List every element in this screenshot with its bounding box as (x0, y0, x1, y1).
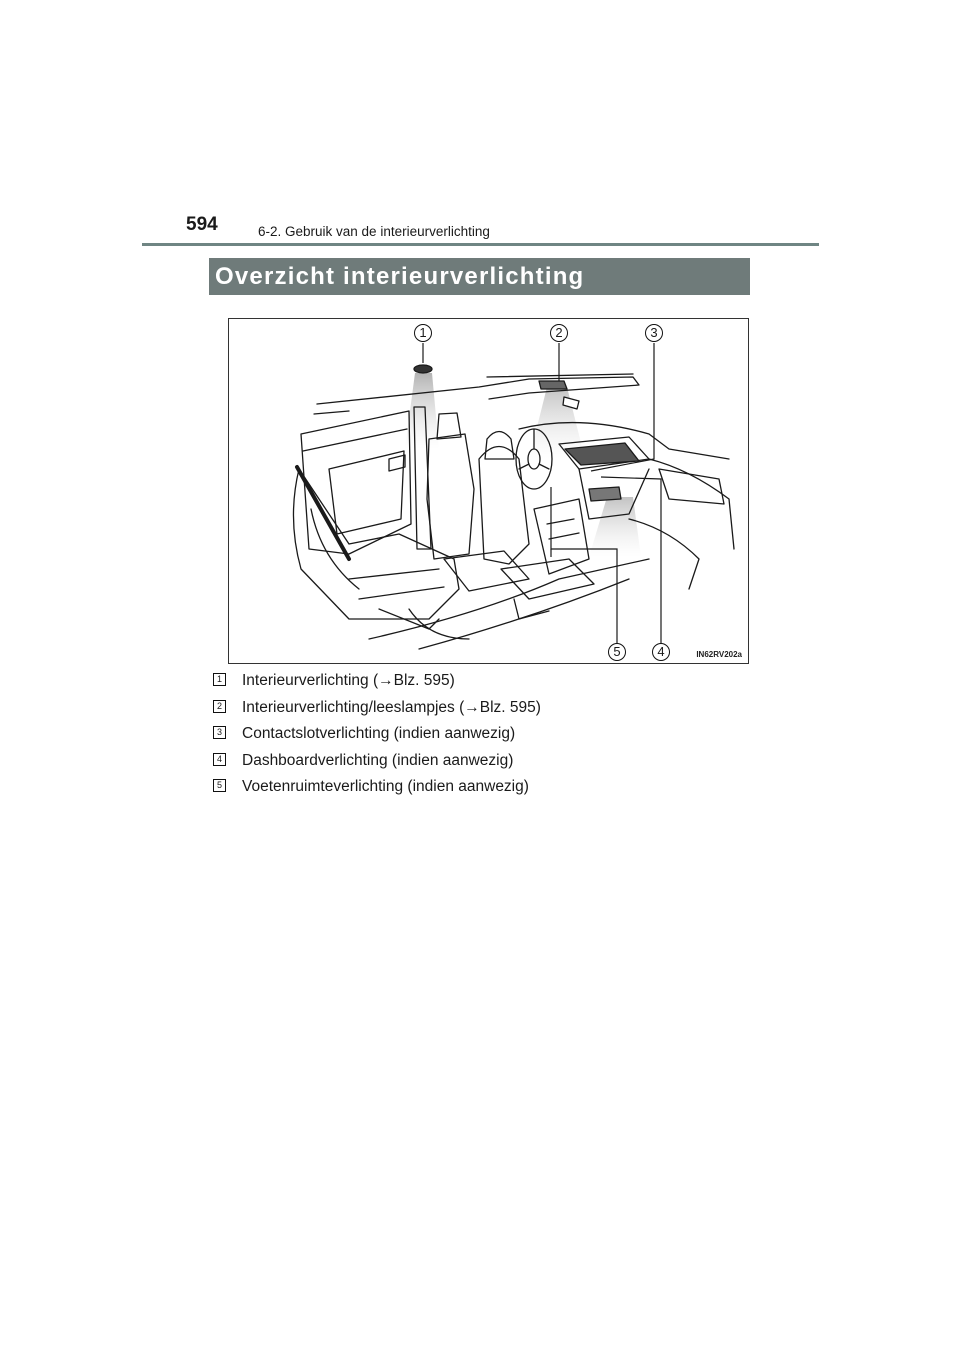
section-title-bar (209, 258, 750, 295)
page-number: 594 (186, 214, 218, 235)
figure (228, 318, 749, 664)
header-rule (142, 243, 819, 246)
legend-number: 2 (213, 700, 226, 713)
legend-number: 1 (213, 673, 226, 686)
legend-text: Voetenruimteverlichting (indien aanwezig) (242, 778, 529, 796)
legend-number: 4 (213, 753, 226, 766)
legend-text: Interieurverlichting (→Blz. 595) (242, 672, 455, 689)
section-header: 6-2. Gebruik van de interieurverlichting (258, 224, 490, 239)
car-interior-illustration (229, 319, 750, 665)
legend-text: Contactslotverlichting (indien aanwezig) (242, 725, 516, 743)
figure-code: IN62RV202a (696, 650, 742, 659)
callout-5: 5 (608, 643, 626, 661)
legend-number: 5 (213, 779, 226, 792)
legend-text: Dashboardverlichting (indien aanwezig) (242, 751, 514, 769)
callout-1: 1 (414, 324, 432, 342)
page-title: Overzicht interieurverlichting (215, 263, 585, 290)
callout-4: 4 (652, 643, 670, 661)
callout-3: 3 (645, 324, 663, 342)
legend-number: 3 (213, 726, 226, 739)
callout-2: 2 (550, 324, 568, 342)
legend-text: Interieurverlichting/leeslampjes (→Blz. 595) (242, 698, 541, 716)
